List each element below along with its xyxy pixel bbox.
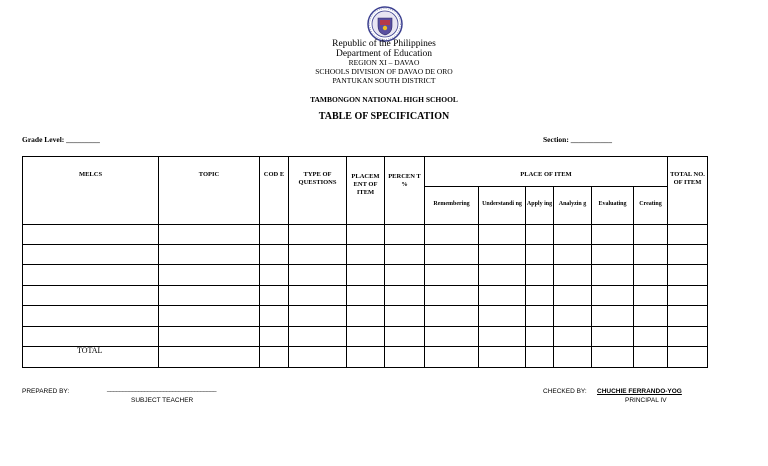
col-code: COD E [260, 157, 289, 225]
subject-teacher-label: SUBJECT TEACHER [131, 397, 194, 404]
col-remembering: Remembering [425, 187, 479, 225]
deped-seal-logo [367, 6, 403, 42]
principal-title: PRINCIPAL IV [625, 397, 667, 404]
header-department: Department of Education [335, 49, 433, 59]
school-name: TAMBONGON NATIONAL HIGH SCHOOL [310, 95, 458, 104]
header-region: REGION XI – DAVAO [348, 58, 420, 67]
table-row [23, 245, 708, 265]
col-percent: PERCEN T % [385, 157, 425, 225]
table-row [23, 306, 708, 327]
col-type-of-questions: TYPE OF QUESTIONS [289, 157, 347, 225]
header-division: SCHOOLS DIVISION OF DAVAO DE ORO [315, 67, 453, 76]
table-row [23, 327, 708, 347]
prepared-by-label: PREPARED BY: [22, 388, 70, 395]
table-row [23, 265, 708, 286]
checked-by-label: CHECKED BY: [543, 388, 587, 395]
header-republic: Republic of the Philippines [332, 39, 436, 49]
header-district: PANTUKAN SOUTH DISTRICT [332, 76, 436, 85]
signature-line: ___________________________________ [107, 385, 217, 392]
total-row [23, 347, 708, 368]
specification-table [22, 156, 708, 368]
section-field: Section: ___________ [543, 135, 612, 144]
col-total-no-of-item: TOTAL NO. OF ITEM [668, 157, 708, 225]
col-placement-of-item: PLACEM ENT OF ITEM [347, 157, 385, 225]
total-label: TOTAL [23, 347, 159, 368]
table-row [23, 286, 708, 306]
col-melcs: MELCS [23, 157, 159, 225]
table-row [23, 225, 708, 245]
col-evaluating: Evaluating [592, 187, 634, 225]
col-topic: TOPIC [159, 157, 260, 225]
col-place-of-item: PLACE OF ITEM [425, 157, 668, 187]
col-applying: Apply ing [526, 187, 554, 225]
checker-name: CHUCHIE FERRANDO-YOG [597, 388, 682, 395]
col-creating: Creating [634, 187, 668, 225]
col-understanding: Understandi ng [479, 187, 526, 225]
page-title: TABLE OF SPECIFICATION [318, 111, 450, 122]
col-analyzing: Analyzin g [554, 187, 592, 225]
grade-level-field: Grade Level: _________ [22, 135, 100, 144]
